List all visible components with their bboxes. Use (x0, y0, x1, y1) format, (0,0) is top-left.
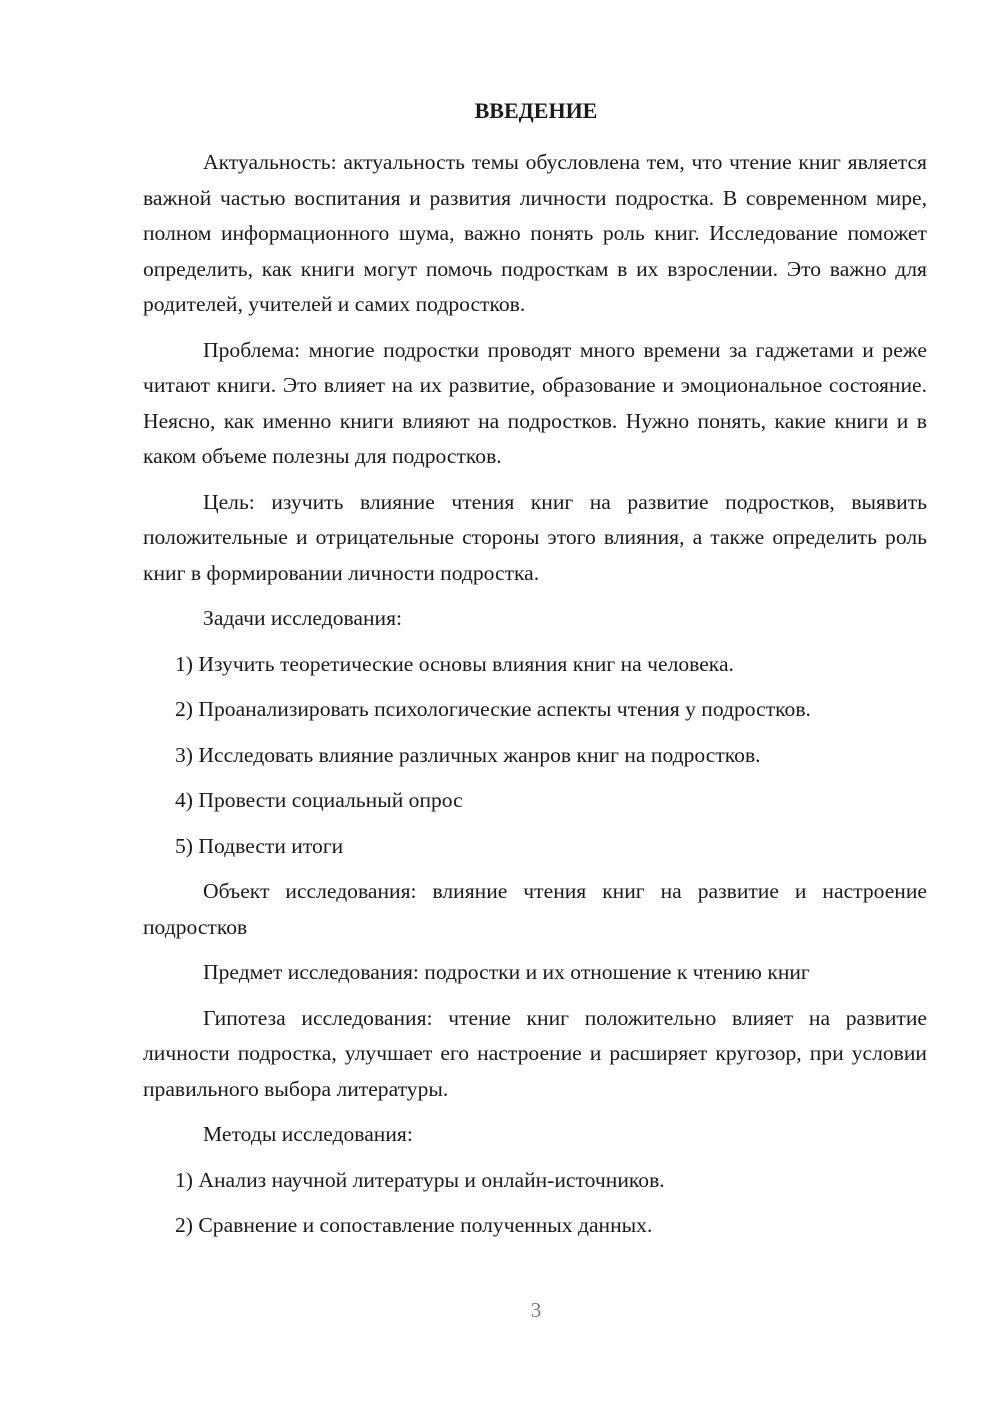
body-text (143, 145, 927, 1254)
method-item-1: 1) Анализ научной литературы и онлайн-источников. (175, 1167, 665, 1192)
object-paragraph: Объект исследования: влияние чтения книг на развитие и настроение подростков (143, 879, 927, 939)
task-item-5: 5) Подвести итоги (175, 833, 344, 858)
problem-paragraph: Проблема: многие подростки проводят много времени за гаджетами и реже читают книги. Это влияет на их развитие, образование и эмоциональное состояние. Неясно, как именно книги влияют на подростков. Нужно понять, какие книги и в каком объеме полезны для подростков. (143, 337, 927, 468)
goal-paragraph: Цель: изучить влияние чтения книг на развитие подростков, выявить положительные и отрицательные стороны этого влияния, а также определить роль книг в формировании личности подростка. (143, 489, 927, 585)
page-number: 3 (530, 1298, 542, 1322)
method-item-2: 2) Сравнение и сопоставление полученных данных. (175, 1213, 653, 1237)
task-item-2: 2) Проанализировать психологические аспекты чтения у подростков. (175, 697, 811, 721)
task-item-1: 1) Изучить теоретические основы влияния книг на человека. (175, 651, 734, 676)
relevance-paragraph: Актуальность: актуальность темы обусловлена тем, что чтение книг является важной частью воспитания и развития личности подростка. В современном мире, полном информационного шума, важно понять роль книг. Исследование поможет определить, как книги могут помочь подросткам в их взрослении. Это важно для родителей, учителей и самих подростков. (143, 150, 927, 316)
section-heading: ВВЕДЕНИЕ (474, 98, 598, 123)
tasks-intro: Задачи исследования: (203, 606, 403, 630)
methods-intro: Методы исследования: (203, 1122, 413, 1146)
task-item-3: 3) Исследовать влияние различных жанров книг на подростков. (175, 742, 761, 767)
task-item-4: 4) Провести социальный опрос (175, 788, 463, 812)
subject-paragraph: Предмет исследования: подростки и их отношение к чтению книг (203, 960, 810, 984)
hypothesis-paragraph: Гипотеза исследования: чтение книг положительно влияет на развитие личности подростка, улучшает его настроение и расширяет кругозор, при условии правильного выбора литературы. (143, 1005, 927, 1101)
